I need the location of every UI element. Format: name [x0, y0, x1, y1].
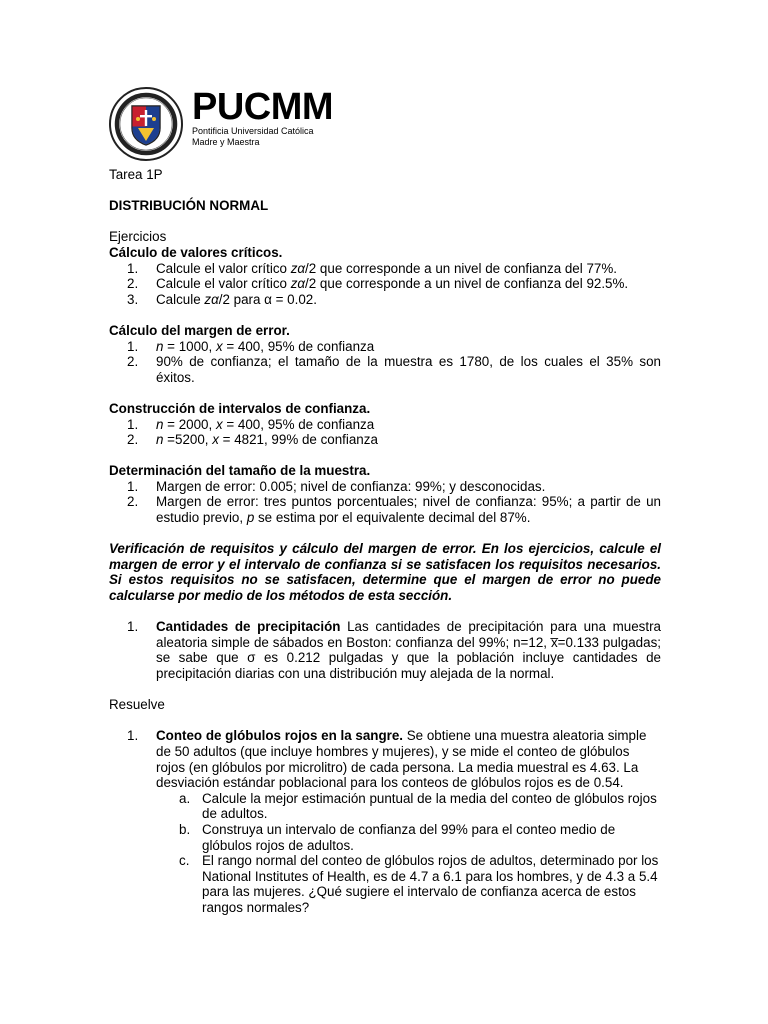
- sub-list-item: c. El rango normal del conteo de glóbulos rojos de adultos, determinado por los National Institutes of Health, es de 4.7 a 6.1 para los hombres, y de 4.3 a 5.4 para las mujeres. ¿Qué sugiere el intervalo de confianza acerca de estos rangos normales?: [179, 853, 659, 915]
- item-number: 1.: [127, 260, 139, 276]
- list-item: 3. Calcule zα/2 para α = 0.02.: [127, 291, 317, 307]
- brand-subtitle-line1: Pontificia Universidad Católica: [192, 126, 314, 136]
- list-item: 1. Conteo de glóbulos rojos en la sangre. Se obtiene una muestra aleatoria simple de 50 adultos (que incluye hombres y mujeres), y se mide el conteo de glóbulos rojos (en glóbulos por microlitro) de cada persona. La media muestral es 4.63. La desviación estándar poblacional para los conteos de glóbulos rojos es de 0.54.: [127, 728, 647, 791]
- list-item: 1. n = 2000, x = 400, 95% de confianza: [127, 416, 375, 432]
- list-item: 2. 90% de confianza; el tamaño de la muestra es 1780, de los cuales el 35% son éxitos.: [127, 354, 661, 385]
- brand-subtitle-line2: Madre y Maestra: [192, 137, 260, 147]
- instructions-paragraph: Verificación de requisitos y cálculo del margen de error. En los ejercicios, calcule el margen de error y el intervalo de confianza si se satisfacen los requisitos necesarios. Si estos requisitos no se satisfacen, determine que el margen de error no puede calcularse por medio de los métodos de esta sección.: [109, 541, 661, 604]
- list-item: 1. Cantidades de precipitación Las cantidades de precipitación para una muestra aleatoria simple de sábados en Boston: confianza del 99%; n=12, x̅=0.133 pulgadas; se sabe que σ es 0.212 pulgadas y que la población incluye cantidades de precipitación diarias con una distribución muy alejada de la normal.: [127, 619, 661, 681]
- list-item: 1. Calcule el valor crítico zα/2 que corresponde a un nivel de confianza del 77%.: [127, 260, 617, 276]
- list-item: 2. Margen de error: tres puntos porcentuales; nivel de confianza: 95%; a partir de un estudio previo, p se estima por el equivalente decimal del 87%.: [127, 494, 661, 526]
- brand-name: PUCMM: [192, 86, 334, 128]
- assignment-label: Tarea 1P: [109, 167, 163, 182]
- section-label-resuelve: Resuelve: [109, 697, 165, 713]
- document-body: [109, 167, 661, 916]
- list-item: 1. Margen de error: 0.005; nivel de confianza: 99%; y desconocidas.: [127, 478, 546, 494]
- item-number: 2.: [127, 276, 139, 292]
- list-item: 2. n =5200, x = 4821, 99% de confianza: [127, 432, 378, 448]
- university-seal-icon: [108, 86, 184, 162]
- section-title-sample-size: Determinación del tamaño de la muestra.: [109, 463, 371, 479]
- section-title-critical-values: Cálculo de valores críticos.: [109, 244, 283, 260]
- sub-list-item: b. Construya un intervalo de confianza del 99% para el conteo medio de glóbulos rojos de adultos.: [179, 821, 616, 853]
- section-title-confidence-intervals: Construcción de intervalos de confianza.: [109, 400, 371, 416]
- list-item: 2. Calcule el valor crítico zα/2 que corresponde a un nivel de confianza del 92.5%.: [127, 276, 629, 292]
- section-title-margin-of-error: Cálculo del margen de error.: [109, 322, 290, 338]
- section-label-ejercicios: Ejercicios: [109, 229, 167, 245]
- item-number: 3.: [127, 291, 139, 307]
- document-title: DISTRIBUCIÓN NORMAL: [109, 198, 269, 214]
- list-item: 1. n = 1000, x = 400, 95% de confianza: [127, 338, 375, 354]
- pucmm-logo: [108, 86, 334, 166]
- sub-list-item: a. Calcule la mejor estimación puntual de la media del conteo de glóbulos rojos de adultos.: [179, 790, 657, 822]
